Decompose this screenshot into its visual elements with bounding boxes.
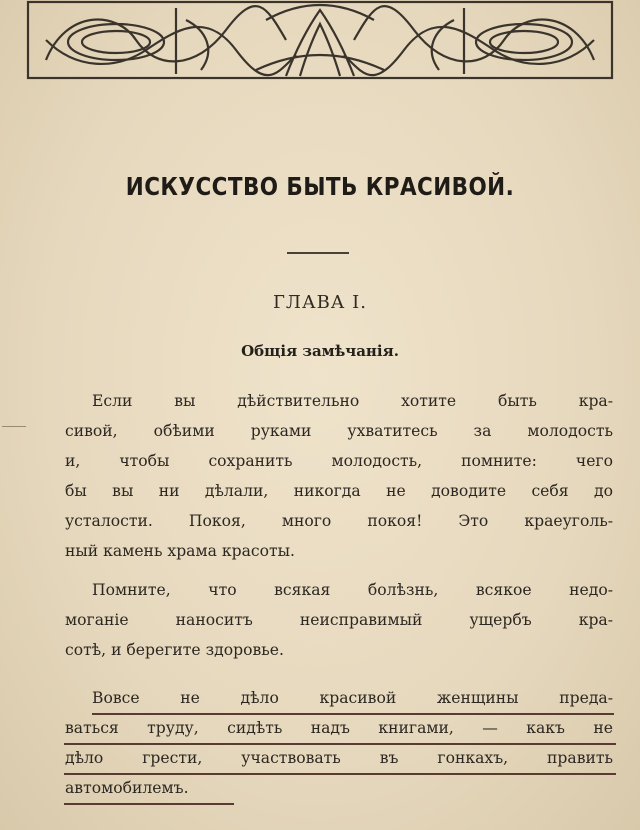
text-line: и, чтобы сохранить молодость, помните: чего bbox=[65, 452, 613, 470]
text-line-underlined: Вовсе не дѣло красивой женщины преда- bbox=[92, 689, 613, 707]
pen-underline bbox=[64, 743, 616, 745]
text-line: ный камень храма красоты. bbox=[65, 542, 295, 560]
text-line: Если вы дѣйствительно хотите быть кра- bbox=[92, 392, 613, 410]
pen-underline bbox=[64, 803, 234, 805]
text-line: бы вы ни дѣлали, никогда не доводите себя до bbox=[65, 482, 613, 500]
chapter-subtitle: Общiя замѣчанiя. bbox=[241, 342, 399, 360]
page-title: ИСКУССТВО БЫТЬ КРАСИВОЙ. bbox=[125, 172, 515, 201]
text-line: моганiе наноситъ неисправимый ущербъ кра- bbox=[65, 611, 613, 629]
text-line: сотѣ, и берегите здоровье. bbox=[65, 641, 284, 659]
text-line: сивой, обѣими руками ухватитесь за молодость bbox=[65, 422, 613, 440]
title-divider bbox=[287, 252, 349, 254]
pen-underline bbox=[64, 773, 616, 775]
text-line-underlined: автомобилемъ. bbox=[65, 779, 189, 797]
text-line-underlined: дѣло грести, участвовать въ гонкахъ, править bbox=[65, 749, 613, 767]
pen-underline bbox=[92, 713, 614, 715]
chapter-heading: ГЛАВА I. bbox=[273, 292, 367, 313]
margin-mark bbox=[2, 426, 26, 427]
text-line-underlined: ваться труду, сидѣть надъ книгами, — какъ не bbox=[65, 719, 613, 737]
celtic-knot-ornament bbox=[26, 0, 614, 82]
text-line: усталости. Покоя, много покоя! Это краеуголь- bbox=[65, 512, 613, 530]
text-line: Помните, что всякая болѣзнь, всякое недо- bbox=[92, 581, 613, 599]
